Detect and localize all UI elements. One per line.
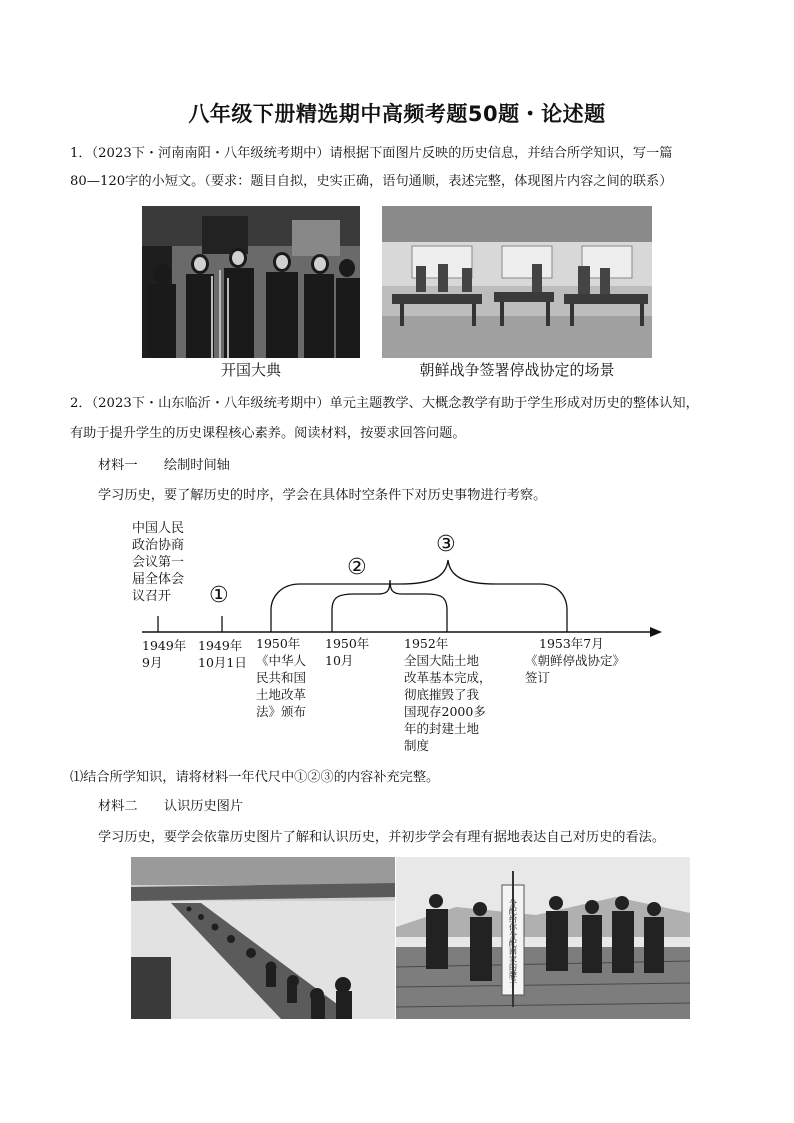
troops-crossing-photo <box>131 857 395 1019</box>
page-title: 八年级下册精选期中高频考题50题・论述题 <box>188 102 606 126</box>
land-deed-sign-text: 分配给你分配回家的牌子 <box>508 899 518 987</box>
marker-2: ② <box>347 555 367 580</box>
marker-3: ③ <box>436 532 456 557</box>
timeline-date-5: 1952年 全国大陆土地 改革基本完成， 彻底摧毁了我 国现存2000多 年的封建土地 制度 <box>404 636 492 753</box>
timeline-date-6: 1953年7月 《朝鲜停战协定》 签订 <box>525 636 626 685</box>
timeline-arrow <box>650 627 662 637</box>
material-2-text: 学习历史，要学会依靠历史图片了解和认识历史，并初步学会有理有据地表达自己对历史的看法。 <box>98 830 666 845</box>
armistice-signing-caption: 朝鲜战争签署停战协定的场景 <box>419 361 615 379</box>
timeline-date-4: 1950年 10月 <box>325 636 370 668</box>
timeline-date-1: 1949年 9月 <box>142 638 187 670</box>
founding-ceremony-caption: 开国大典 <box>220 361 281 379</box>
material-1-text: 学习历史，要了解历史的时序，学会在具体时空条件下对历史事物进行考察。 <box>98 488 547 503</box>
material-2-title: 材料二 认识历史图片 <box>98 799 244 814</box>
sub-question-1: ⑴结合所学知识，请将材料一年代尺中①②③的内容补充完整。 <box>70 770 440 785</box>
land-reform-photo <box>396 857 690 1019</box>
q2-line-2: 有助于提升学生的历史课程核心素养。阅读材料，按要求回答问题。 <box>70 426 466 441</box>
brace-3 <box>271 560 567 610</box>
marker-1: ① <box>209 583 229 608</box>
timeline-ticks <box>158 610 567 632</box>
q1-line-1: 1．（2023下・河南南阳・八年级统考期中）请根据下面图片反映的历史信息，并结合所学知识，写一篇 <box>70 146 673 161</box>
timeline-date-3: 1950年 《中华人 民共和国 土地改革 法》颁布 <box>256 636 307 719</box>
material-1-title: 材料一 绘制时间轴 <box>98 458 230 473</box>
q2-line-1: 2．（2023下・山东临沂・八年级统考期中）单元主题教学、大概念教学有助于学生形成对历史的整体认知， <box>70 396 699 411</box>
q1-line-2: 80—120字的小短文。（要求：题目自拟，史实正确，语句通顺，表述完整，体现图片内容之间的联系） <box>70 174 673 189</box>
timeline-date-2: 1949年 10月1日 <box>198 638 247 670</box>
timeline-top-event: 中国人民 政治协商 会议第一 届全体会 议召开 <box>132 521 185 604</box>
